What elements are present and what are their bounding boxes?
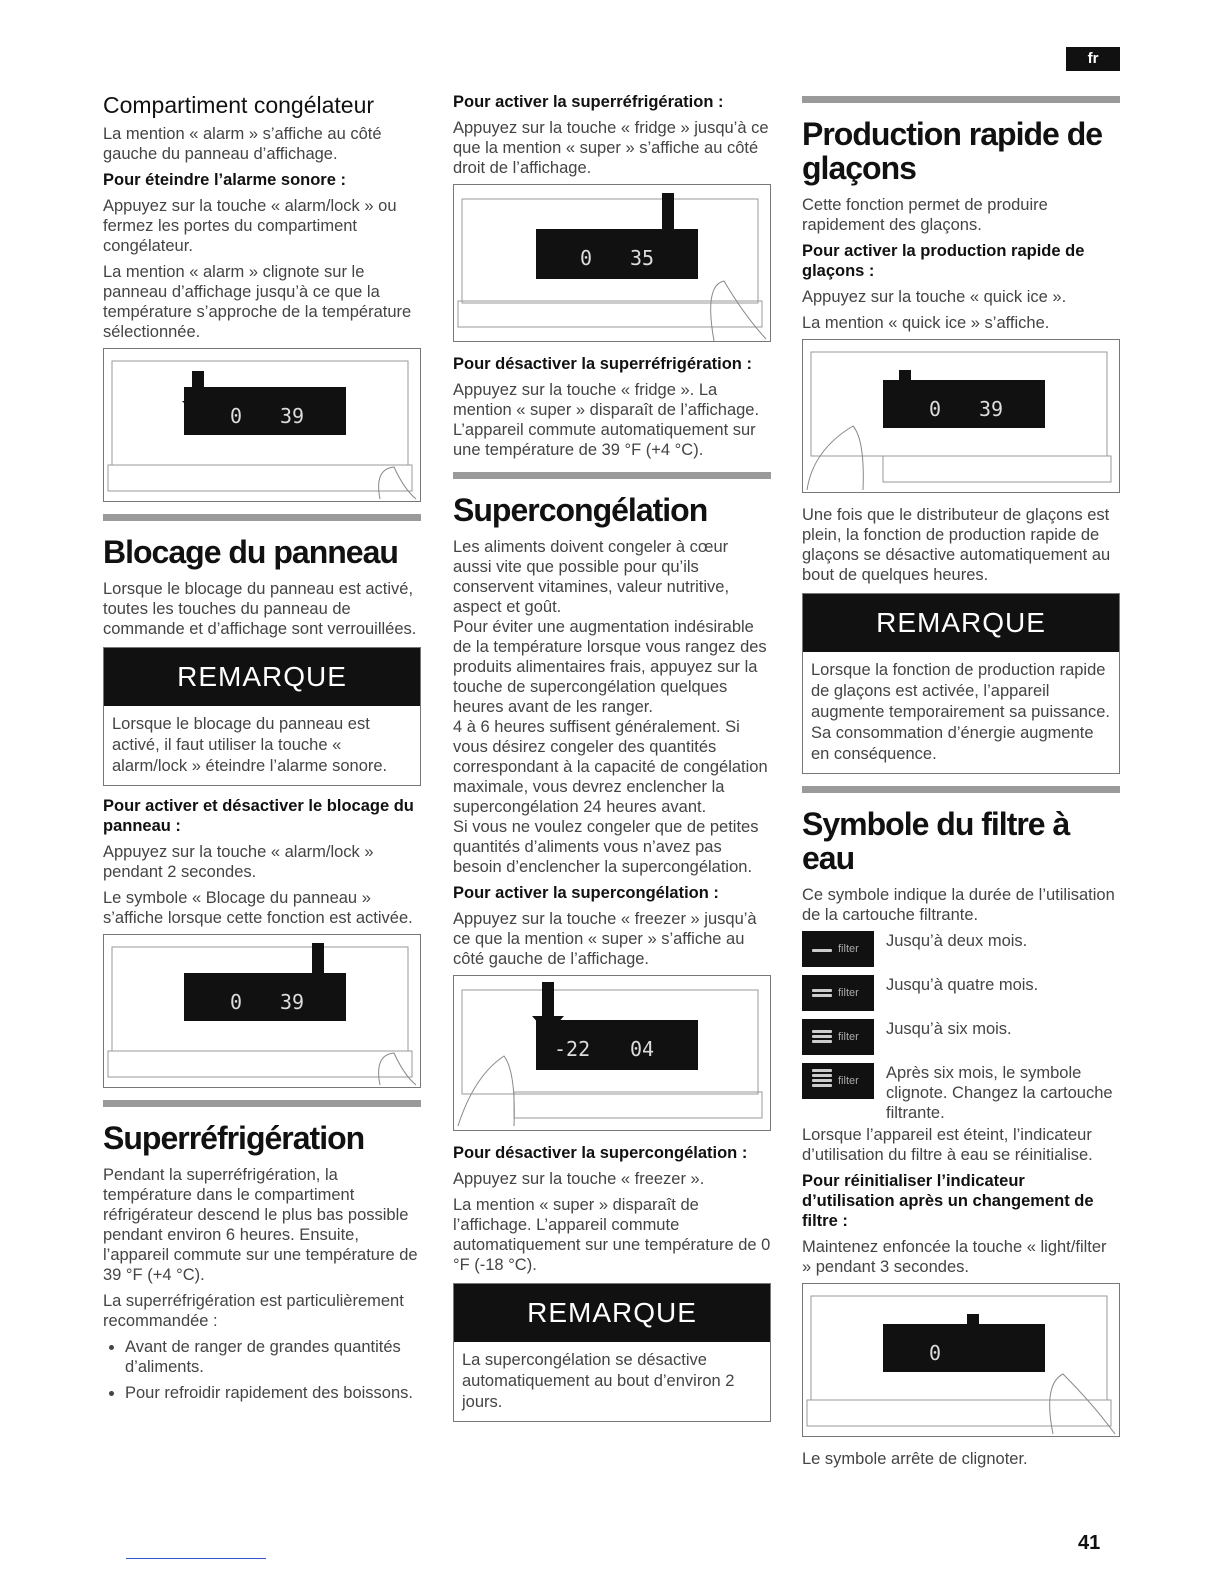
- remark-box: [103, 647, 421, 786]
- subheading: Pour éteindre l’alarme sonore :: [103, 171, 346, 189]
- control-panel-figure-4: [453, 975, 771, 1131]
- paragraph: Cette fonction permet de produire rapidement des glaçons.: [802, 196, 1048, 234]
- display-left-temp: 0: [929, 397, 942, 421]
- control-panel-figure-2: [103, 934, 421, 1088]
- paragraph: Appuyez sur la touche « alarm/lock » pendant 2 secondes.: [103, 843, 374, 881]
- list-item: • Avant de ranger de grandes quantités d’aliments.: [125, 1337, 421, 1377]
- control-panel-figure-1: [103, 348, 421, 502]
- paragraph: Si vous ne voulez congeler que de petites quantités d’aliments vous n’avez pas besoin d’enclencher la supercongélation.: [453, 818, 759, 876]
- button-row: [108, 465, 412, 491]
- paragraph: Appuyez sur la touche « alarm/lock » ou fermez les portes du compartiment congélateur.: [103, 197, 397, 255]
- column-2: [453, 92, 771, 1432]
- filter-icon: [802, 931, 874, 967]
- panel-illustration: [803, 1284, 1119, 1436]
- list-item: [802, 1019, 1120, 1055]
- subheading: Pour désactiver la supercongélation :: [453, 1144, 748, 1162]
- paragraph: Appuyez sur la touche « freezer ».: [453, 1170, 705, 1188]
- panel-illustration: [454, 185, 770, 341]
- paragraph: Appuyez sur la touche « freezer » jusqu’à ce que la mention « super » s’affiche au côté gauche de l’affichage.: [453, 910, 757, 968]
- section-title-super-freezing: Supercongélation: [453, 492, 708, 528]
- control-panel-figure-3: [453, 184, 771, 342]
- filter-description: Jusqu’à six mois.: [886, 1020, 1012, 1038]
- display-left-temp: 0: [230, 990, 243, 1014]
- paragraph: La mention « quick ice » s’affiche.: [802, 314, 1050, 332]
- subheading: Pour activer la supercongélation :: [453, 884, 719, 902]
- section-title-quick-ice: Production rapide de glaçons: [802, 116, 1103, 186]
- remark-body: Lorsque le blocage du panneau est activé, il faut utiliser la touche « alarm/lock » éteindre l’alarme sonore.: [112, 715, 388, 775]
- subheading: Pour désactiver la superréfrigération :: [453, 355, 752, 373]
- section-divider: [802, 786, 1120, 793]
- finger-icon: [807, 426, 863, 490]
- filter-icon: [802, 1063, 874, 1099]
- subheading: Pour activer la production rapide de glaçons :: [802, 242, 1085, 280]
- filter-icon: [802, 975, 874, 1011]
- remark-heading: REMARQUE: [454, 1284, 770, 1342]
- paragraph: La superréfrigération est particulièrement recommandée :: [103, 1292, 404, 1330]
- list-item: • Pour refroidir rapidement des boissons.: [125, 1383, 421, 1403]
- display-right-temp: 39: [280, 990, 305, 1014]
- filter-icon-label: filter: [838, 943, 859, 955]
- list-item: [802, 1063, 1120, 1123]
- bullet-list: [103, 1337, 421, 1403]
- paragraph: Lorsque le blocage du panneau est activé, toutes les touches du panneau de commande et d’affichage sont verrouillées.: [103, 580, 417, 638]
- section-divider: [802, 96, 1120, 103]
- paragraph: Une fois que le distributeur de glaçons est plein, la fonction de production rapide de glaçons se désactive automatiquement au bout de quelques heures.: [802, 506, 1111, 584]
- paragraph: La mention « alarm » s’affiche au côté gauche du panneau d’affichage.: [103, 125, 382, 163]
- subheading: Pour réinitialiser l’indicateur d’utilisation après un changement de filtre :: [802, 1172, 1094, 1230]
- paragraph: 4 à 6 heures suffisent généralement. Si vous désirez congeler des quantités correspondant à la capacité de congélation maximale, vous devrez enclencher la supercongélation 24 heures avant.: [453, 718, 768, 816]
- filter-legend: [802, 931, 1120, 1123]
- control-panel-figure-5: [802, 339, 1120, 493]
- remark-body: La supercongélation se désactive automatiquement au bout d’environ 2 jours.: [462, 1351, 735, 1411]
- paragraph: Le symbole arrête de clignoter.: [802, 1450, 1028, 1468]
- section-title-super-cooling: Superréfrigération: [103, 1120, 365, 1156]
- page-number: 41: [1078, 1532, 1101, 1554]
- section-divider: [103, 514, 421, 521]
- control-panel-figure-6: [802, 1283, 1120, 1437]
- list-item: [802, 975, 1120, 1011]
- paragraph: Appuyez sur la touche « quick ice ».: [802, 288, 1067, 306]
- paragraph: Maintenez enfoncée la touche « light/filter » pendant 3 secondes.: [802, 1238, 1107, 1276]
- section-divider: [103, 1100, 421, 1107]
- display-left-temp: 0: [929, 1341, 942, 1365]
- paragraph: Pendant la superréfrigération, la température dans le compartiment réfrigérateur descend le plus bas possible pendant environ 6 heures. Ensuite, l’appareil commute sur une température de 39 °F (+4 °C).: [103, 1166, 418, 1284]
- finger-icon: [379, 467, 416, 499]
- paragraph: Lorsque l’appareil est éteint, l’indicateur d’utilisation du filtre à eau se réinitialise.: [802, 1126, 1093, 1164]
- panel-illustration: [454, 976, 770, 1130]
- paragraph: Appuyez sur la touche « fridge ». La mention « super » disparaît de l’affichage. L’appareil commute automatiquement sur une température de 39 °F (+4 °C).: [453, 381, 760, 459]
- subheading: Pour activer la superréfrigération :: [453, 93, 724, 111]
- remark-body: Lorsque la fonction de production rapide de glaçons est activée, l’appareil augmente temporairement sa puissance. Sa consommation d’énergie augmente en conséquence.: [811, 661, 1110, 763]
- filter-icon: [802, 1019, 874, 1055]
- remark-heading: REMARQUE: [104, 648, 420, 706]
- language-tab: fr: [1066, 47, 1120, 71]
- column-3: [802, 92, 1120, 1475]
- finger-icon: [379, 1053, 416, 1085]
- filter-icon-label: filter: [838, 987, 859, 999]
- section-title-freezer: Compartiment congélateur: [103, 92, 375, 118]
- column-1: [103, 92, 421, 1409]
- remark-box: [802, 593, 1120, 774]
- section-title-water-filter: Symbole du filtre à eau: [802, 806, 1070, 876]
- paragraph: La mention « super » disparaît de l’affichage. L’appareil commute automatiquement sur une température de 0 °F (-18 °C).: [453, 1196, 771, 1274]
- list-item: [802, 931, 1120, 967]
- panel-illustration: [104, 935, 420, 1087]
- filter-icon-label: filter: [838, 1075, 859, 1087]
- paragraph: Ce symbole indique la durée de l’utilisation de la cartouche filtrante.: [802, 886, 1115, 924]
- paragraph: Pour éviter une augmentation indésirable de la température lorsque vous rangez des produits alimentaires frais, appuyez sur la touche de supercongélation quelques heures avant de les ranger.: [453, 618, 767, 716]
- remark-box: [453, 1283, 771, 1422]
- paragraph: Les aliments doivent congeler à cœur aussi vite que possible pour qu’ils conservent vitamines, valeur nutritive, aspect et goût.: [453, 538, 730, 616]
- display-left-temp: 0: [580, 246, 593, 270]
- paragraph: Le symbole « Blocage du panneau » s’affiche lorsque cette fonction est activée.: [103, 889, 413, 927]
- section-title-panel-lock: Blocage du panneau: [103, 534, 398, 570]
- display-right-temp: 35: [630, 246, 655, 270]
- filter-icon-label: filter: [838, 1031, 859, 1043]
- panel-illustration: [104, 349, 420, 501]
- display-right-temp: 39: [979, 397, 1004, 421]
- display-left-temp: -22: [554, 1037, 591, 1061]
- display-left-temp: 0: [230, 404, 243, 428]
- panel-illustration: [803, 340, 1119, 492]
- finger-icon: [1050, 1374, 1115, 1434]
- paragraph: La mention « alarm » clignote sur le panneau d’affichage jusqu’à ce que la température s’approche de la température sélectionnée.: [103, 263, 412, 341]
- subheading: Pour activer et désactiver le blocage du panneau :: [103, 797, 414, 835]
- footer-line: [126, 1558, 266, 1559]
- panel-display: [184, 387, 346, 435]
- filter-description: Jusqu’à deux mois.: [886, 932, 1028, 950]
- finger-icon: [458, 1056, 514, 1126]
- display-right-temp: 04: [630, 1037, 655, 1061]
- filter-description: Après six mois, le symbole clignote. Changez la cartouche filtrante.: [886, 1064, 1113, 1122]
- filter-description: Jusqu’à quatre mois.: [886, 976, 1039, 994]
- remark-heading: REMARQUE: [803, 594, 1119, 652]
- section-divider: [453, 472, 771, 479]
- display-right-temp: 39: [280, 404, 305, 428]
- paragraph: Appuyez sur la touche « fridge » jusqu’à ce que la mention « super » s’affiche au côté droit de l’affichage.: [453, 119, 769, 177]
